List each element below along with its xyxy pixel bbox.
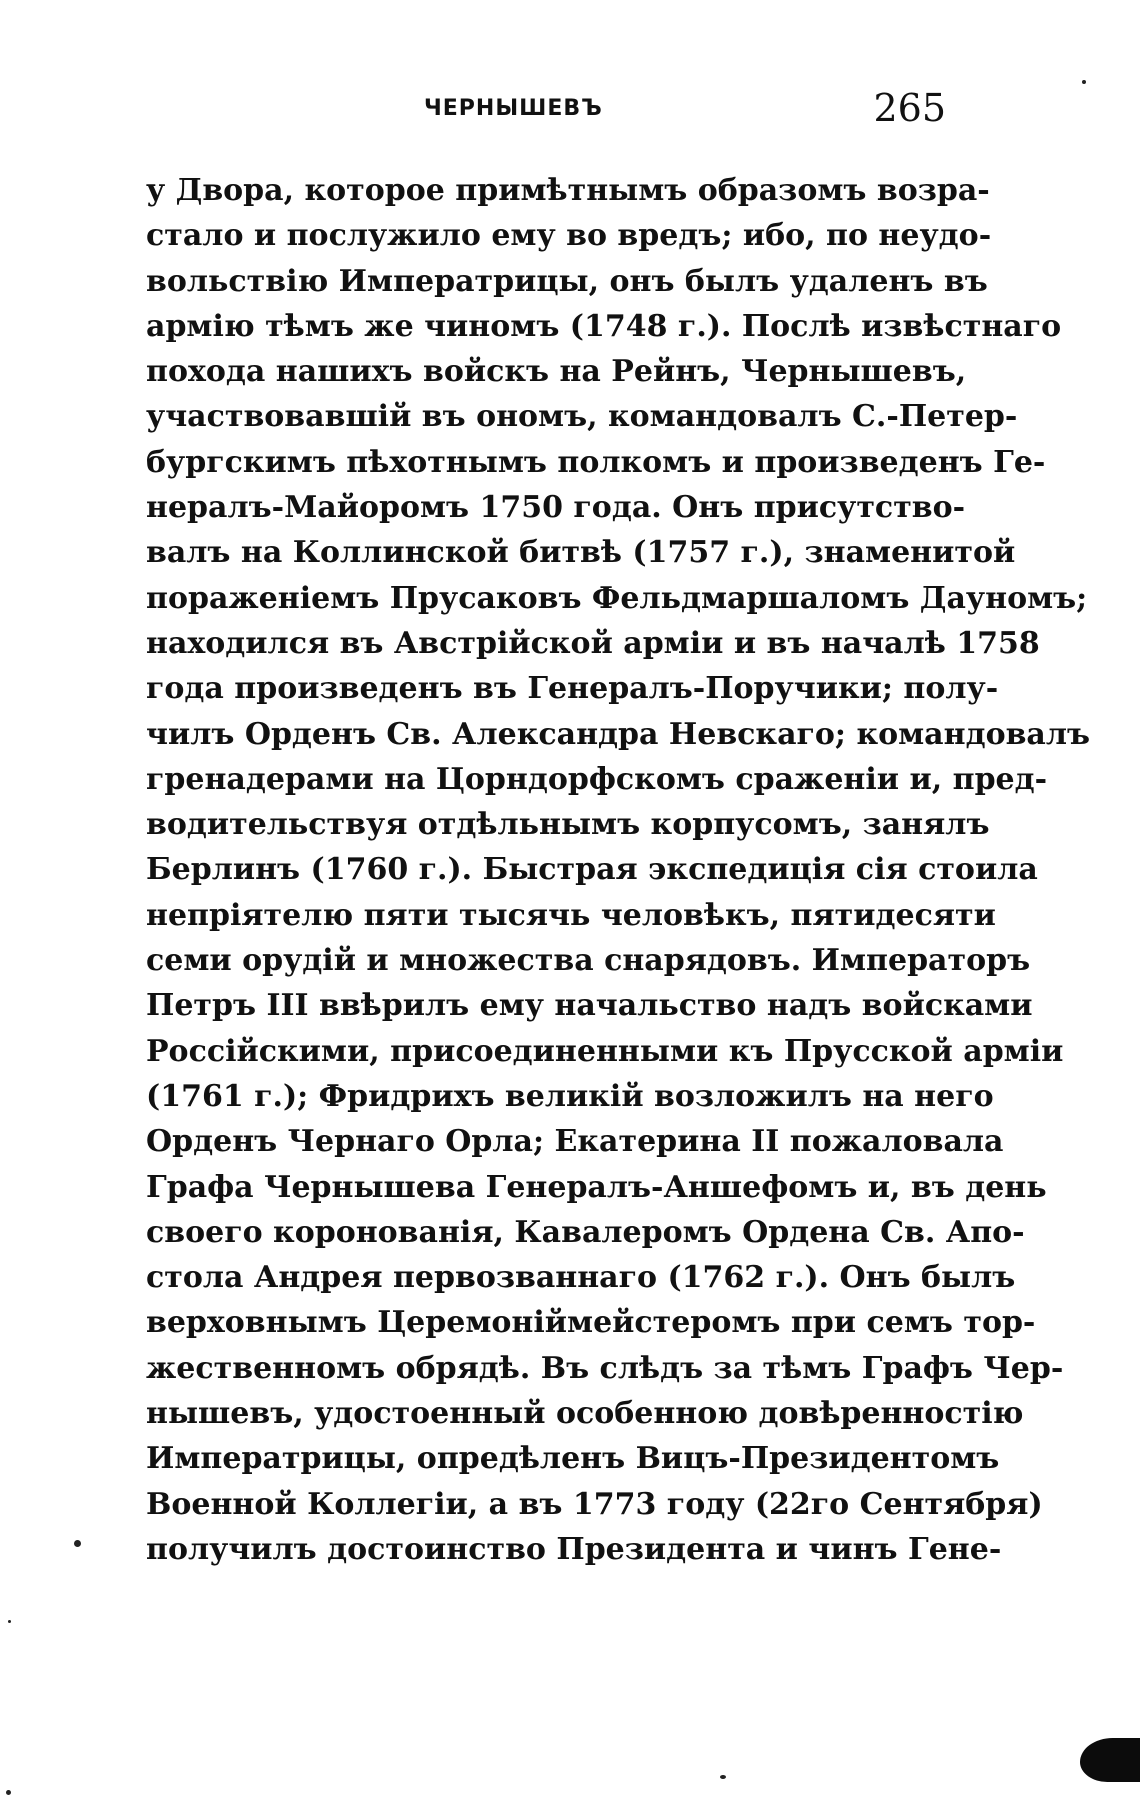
text-line: семи орудій и множества снарядовъ. Императоръ [146, 943, 1031, 979]
text-line: участвовавшій въ ономъ, командовалъ С.-Петер- [146, 399, 1018, 435]
body-text [146, 168, 1091, 1572]
scan-speck [720, 1775, 726, 1779]
text-line: водительствуя отдѣльнымъ корпусомъ, занялъ [146, 807, 990, 843]
text-line: чилъ Орденъ Св. Александра Невскаго; командовалъ [146, 716, 1091, 752]
text-line: Петръ III ввѣрилъ ему начальство надъ войсками [146, 988, 1033, 1024]
text-line: нышевъ, удостоенный особенною довѣренностію [146, 1396, 1024, 1432]
scan-speck [74, 1540, 81, 1547]
text-line: Орденъ Чернаго Орла; Екатерина II пожаловала [146, 1124, 1004, 1160]
text-line: гренадерами на Цорндорфскомъ сраженіи и, пред- [146, 761, 1048, 797]
scan-speck [1082, 80, 1086, 84]
scan-blot [1080, 1738, 1140, 1782]
text-line: Графа Чернышева Генералъ-Аншефомъ и, въ день [146, 1169, 1047, 1205]
text-line: Императрицы, опредѣленъ Вицъ-Президентомъ [146, 1441, 1000, 1477]
text-line: своего коронованія, Кавалеромъ Ордена Св. Апо- [146, 1214, 1025, 1250]
text-line: вольствію Императрицы, онъ былъ удаленъ въ [146, 263, 988, 299]
text-line: стола Андрея первозваннаго (1762 г.). Онъ былъ [146, 1260, 1016, 1296]
text-line: непріятелю пяти тысячь человѣкъ, пятидесяти [146, 897, 996, 933]
text-line: Военной Коллегіи, а въ 1773 году (22го Сентября) [146, 1486, 1043, 1522]
text-line: бургскимъ пѣхотнымъ полкомъ и произведенъ Ге- [146, 444, 1046, 480]
text-line: стало и послужило ему во вредъ; ибо, по неудо- [146, 218, 992, 254]
page-header [146, 88, 946, 148]
text-line: пораженіемъ Прусаковъ Фельдмаршаломъ Дауномъ; [146, 580, 1088, 616]
text-line: получилъ достоинство Президента и чинъ Гене- [146, 1531, 1002, 1567]
text-line: нералъ-Майоромъ 1750 года. Онъ присутство- [146, 490, 966, 526]
page-number: 265 [873, 86, 946, 130]
text-line: (1761 г.); Фридрихъ великій возложилъ на него [146, 1078, 994, 1114]
text-line: верховнымъ Церемоніймейстеромъ при семъ тор- [146, 1305, 1036, 1341]
text-line: Россійскими, присоединенными къ Прусской арміи [146, 1033, 1064, 1069]
text-line: валъ на Коллинской битвѣ (1757 г.), знаменитой [146, 535, 1016, 571]
text-line: армію тѣмъ же чиномъ (1748 г.). Послѣ извѣстнаго [146, 308, 1062, 344]
running-head: ЧЕРНЫШЕВЪ [424, 96, 603, 121]
text-line: жественномъ обрядѣ. Въ слѣдъ за тѣмъ Графъ Чер- [146, 1350, 1064, 1386]
scan-speck [8, 1620, 11, 1623]
scan-speck [6, 1790, 11, 1795]
text-line: Берлинъ (1760 г.). Быстрая экспедиція сія стоила [146, 852, 1038, 888]
text-line: похода нашихъ войскъ на Рейнъ, Чернышевъ, [146, 354, 967, 390]
text-line: года произведенъ въ Генералъ-Поручики; полу- [146, 671, 999, 707]
text-line: у Двора, которое примѣтнымъ образомъ возра- [146, 173, 990, 208]
text-line: находился въ Австрійской арміи и въ началѣ 1758 [146, 625, 1040, 661]
